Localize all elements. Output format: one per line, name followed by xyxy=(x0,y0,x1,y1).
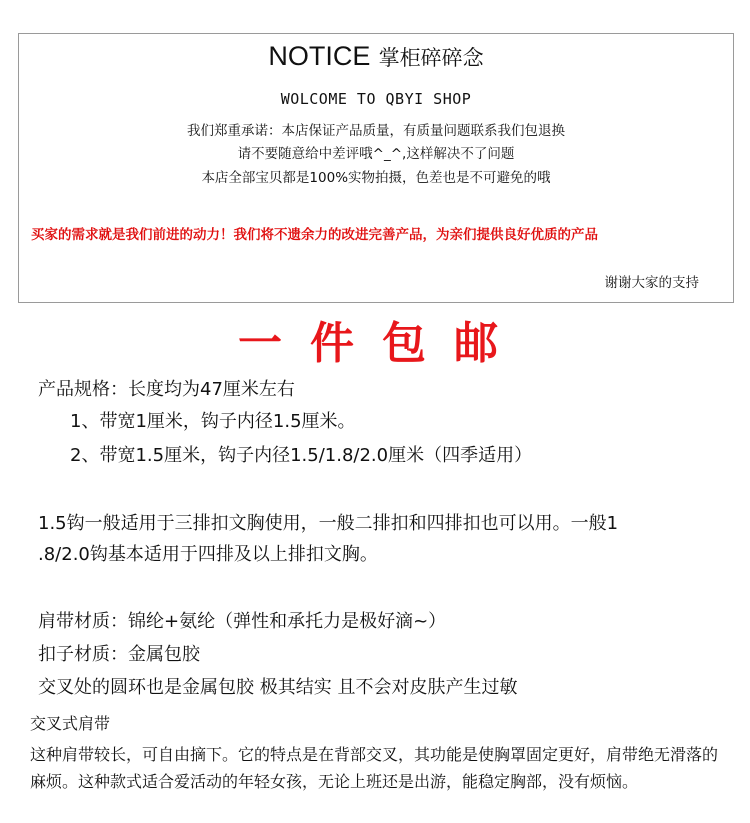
notice-line-guarantee: 我们郑重承诺：本店保证产品质量，有质量问题联系我们包退换 xyxy=(187,123,565,139)
notice-thanks: 谢谢大家的支持 xyxy=(604,275,699,291)
ring-material: 交叉处的圆环也是金属包胶 极其结实 且不会对皮肤产生过敏 xyxy=(38,677,518,698)
notice-title xyxy=(19,40,733,74)
cross-strap-title: 交叉式肩带 xyxy=(30,714,111,733)
notice-line-review: 请不要随意给中差评哦^_^,这样解决不了问题 xyxy=(237,146,515,162)
buckle-material: 扣子材质：金属包胶 xyxy=(38,644,200,665)
notice-title-zh: 掌柜碎碎念 xyxy=(378,46,484,70)
notice-red-statement: 买家的需求就是我们前进的动力！我们将不遗余力的改进完善产品，为亲们提供良好优质的产品 xyxy=(31,227,598,243)
free-shipping-banner: 一件包邮 xyxy=(238,318,526,369)
hook-usage-line-2: .8/2.0钩基本适用于四排及以上排扣文胸。 xyxy=(38,544,378,565)
hook-usage-line-1: 1.5钩一般适用于三排扣文胸使用，一般二排扣和四排扣也可以用。一般1 xyxy=(38,513,619,534)
strap-material: 肩带材质：锦纶+氨纶（弹性和承托力是极好滴~） xyxy=(38,611,447,632)
cross-strap-description: 这种肩带较长，可自由摘下。它的特点是在背部交叉，其功能是使胸罩固定更好，肩带绝无滑落的麻烦。这种款式适合爱活动的年轻女孩，无论上班还是出游，能稳定胸部，没有烦恼。 xyxy=(30,745,719,791)
notice-title-en: NOTICE xyxy=(268,41,371,71)
notice-box xyxy=(18,33,734,303)
spec-item-1: 1、带宽1厘米，钩子内径1.5厘米。 xyxy=(70,411,356,432)
spec-item-2: 2、带宽1.5厘米，钩子内径1.5/1.8/2.0厘米（四季适用） xyxy=(70,445,533,466)
welcome-text: WOLCOME TO QBYI SHOP xyxy=(280,90,472,108)
spec-title: 产品规格：长度均为47厘米左右 xyxy=(38,379,295,400)
notice-line-photos: 本店全部宝贝都是100%实物拍摄，色差也是不可避免的哦 xyxy=(201,170,551,186)
